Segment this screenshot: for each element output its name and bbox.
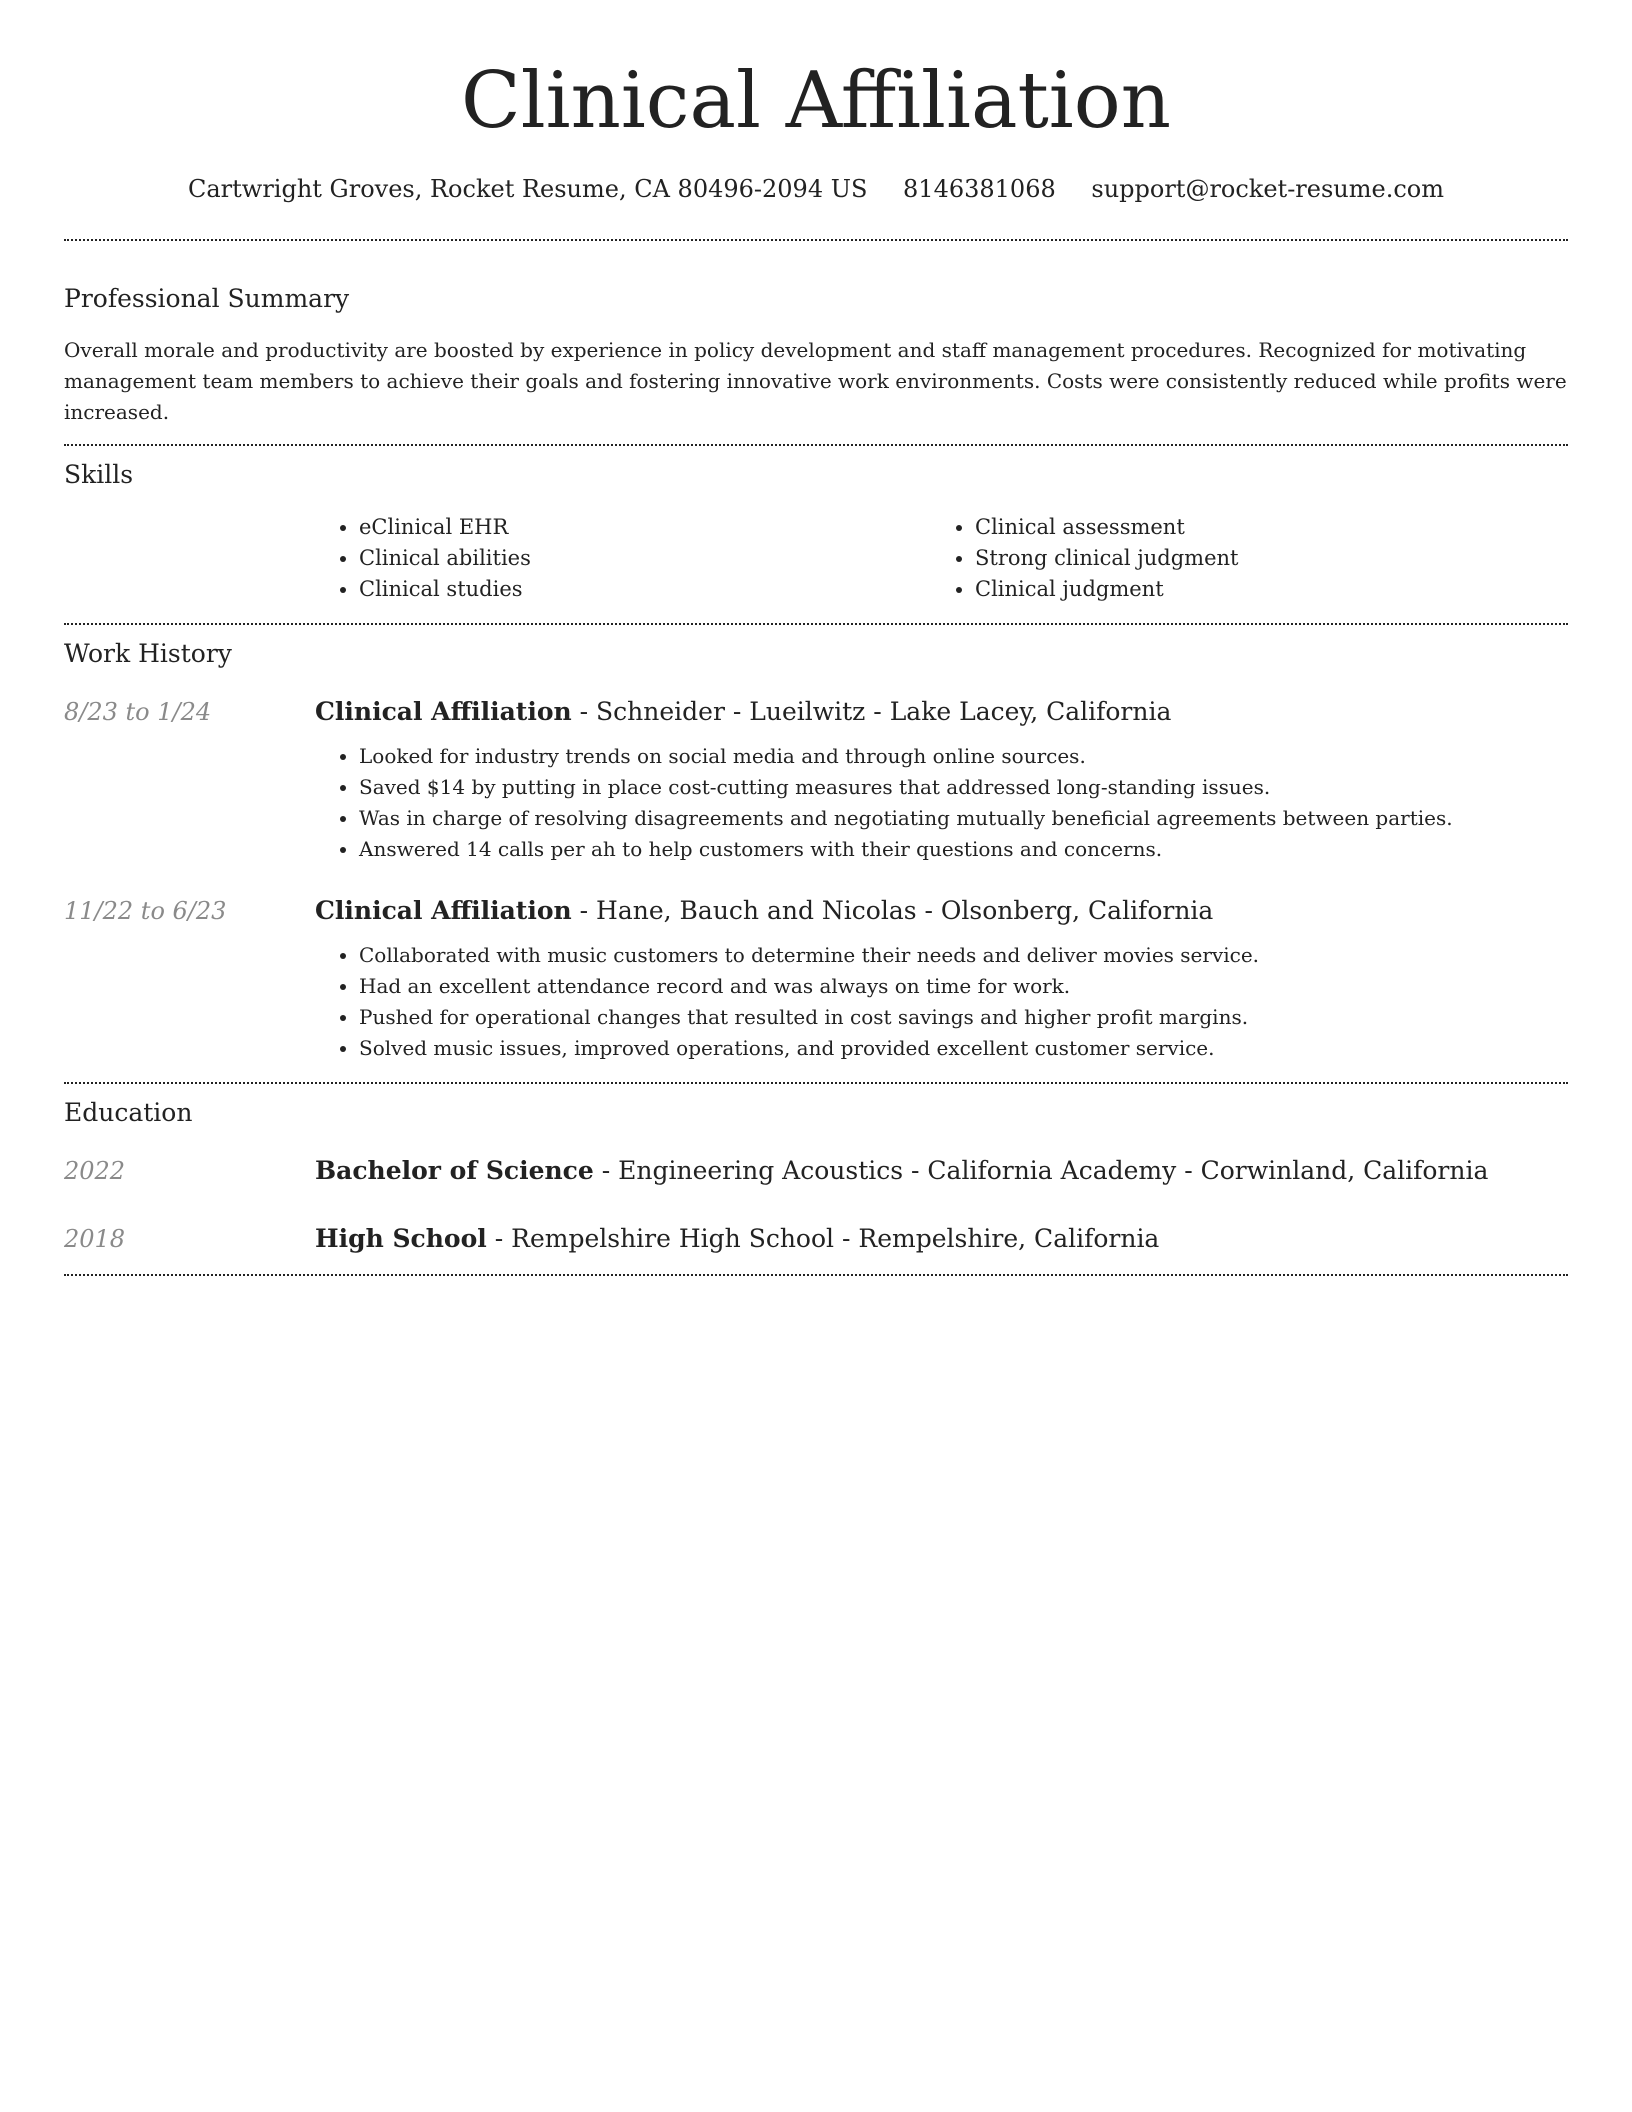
divider — [64, 444, 1568, 446]
work-history-heading: Work History — [64, 639, 232, 668]
education-body — [315, 1154, 1568, 1188]
job-bullets — [315, 940, 1568, 1064]
skill-item: • Clinical judgment — [975, 574, 1547, 605]
education-year: 2018 — [64, 1225, 126, 1253]
job-title-line — [315, 695, 1568, 729]
candidate-name: Clinical Affiliation — [461, 56, 1171, 146]
skill-item: • Clinical assessment — [975, 512, 1547, 543]
skill-item: • Clinical abilities — [359, 543, 931, 574]
contact-email[interactable]: support@rocket-resume.com — [1091, 175, 1444, 203]
job-bullet: • Pushed for operational changes that resulted in cost savings and higher profit margins. — [359, 1002, 1568, 1033]
education-heading: Education — [64, 1098, 193, 1127]
job-entry — [64, 695, 1568, 865]
education-section — [64, 1096, 1568, 1256]
education-degree: High School — [315, 1224, 487, 1253]
job-bullet: • Collaborated with music customers to determine their needs and deliver movies service. — [359, 940, 1568, 971]
divider — [64, 1274, 1568, 1276]
job-dates: 8/23 to 1/24 — [64, 698, 212, 726]
job-employer: - Schneider - Lueilwitz - Lake Lacey, California — [571, 697, 1172, 726]
education-title-line — [315, 1222, 1568, 1256]
skills-list — [315, 512, 1568, 605]
job-dates: 11/22 to 6/23 — [64, 897, 227, 925]
job-bullet: • Had an excellent attendance record and was always on time for work. — [359, 971, 1568, 1002]
summary-text: Overall morale and productivity are boosted by experience in policy development and staff management procedures. Recognized for motivating management team members to achieve their goals and fostering innovative work environments. Costs were consistently reduced while profits were increased. — [64, 338, 1567, 424]
job-title-line — [315, 894, 1568, 928]
contact-phone: 8146381068 — [903, 175, 1056, 203]
education-body — [315, 1222, 1568, 1256]
education-details: - Engineering Acoustics - California Academy - Corwinland, California — [593, 1156, 1489, 1185]
job-bullet: • Answered 14 calls per ah to help customers with their questions and concerns. — [359, 834, 1568, 865]
contact-address: Cartwright Groves, Rocket Resume, CA 80496-2094 US — [187, 175, 868, 203]
education-title-line — [315, 1154, 1568, 1188]
job-title: Clinical Affiliation — [315, 896, 572, 925]
divider — [64, 239, 1568, 241]
education-entry — [64, 1222, 1568, 1256]
job-body — [315, 894, 1568, 1064]
resume-page — [64, 0, 1568, 1276]
summary-section — [64, 282, 1568, 428]
job-bullet: • Was in charge of resolving disagreements and negotiating mutually beneficial agreements between parties. — [359, 803, 1568, 834]
skill-item: • eClinical EHR — [359, 512, 931, 543]
skill-item: • Clinical studies — [359, 574, 931, 605]
job-entry — [64, 894, 1568, 1064]
education-details: - Rempelshire High School - Rempelshire, California — [486, 1224, 1160, 1253]
summary-heading: Professional Summary — [64, 284, 350, 313]
job-bullet: • Saved $14 by putting in place cost-cutting measures that addressed long-standing issues. — [359, 772, 1568, 803]
job-body — [315, 695, 1568, 865]
job-bullet: • Looked for industry trends on social media and through online sources. — [359, 741, 1568, 772]
education-entry — [64, 1154, 1568, 1188]
education-degree: Bachelor of Science — [315, 1156, 594, 1185]
work-history-section — [64, 637, 1568, 1064]
education-year: 2022 — [64, 1157, 126, 1185]
skills-heading: Skills — [64, 460, 134, 489]
skill-item: • Strong clinical judgment — [975, 543, 1547, 574]
divider — [64, 623, 1568, 625]
job-bullet: • Solved music issues, improved operations, and provided excellent customer service. — [359, 1033, 1568, 1064]
job-bullets — [315, 741, 1568, 865]
skills-column-left — [315, 512, 931, 605]
job-title: Clinical Affiliation — [315, 697, 572, 726]
job-employer: - Hane, Bauch and Nicolas - Olsonberg, California — [571, 896, 1214, 925]
skills-section — [64, 458, 1568, 605]
contact-line — [64, 172, 1568, 206]
divider — [64, 1082, 1568, 1084]
skills-column-right — [931, 512, 1547, 605]
